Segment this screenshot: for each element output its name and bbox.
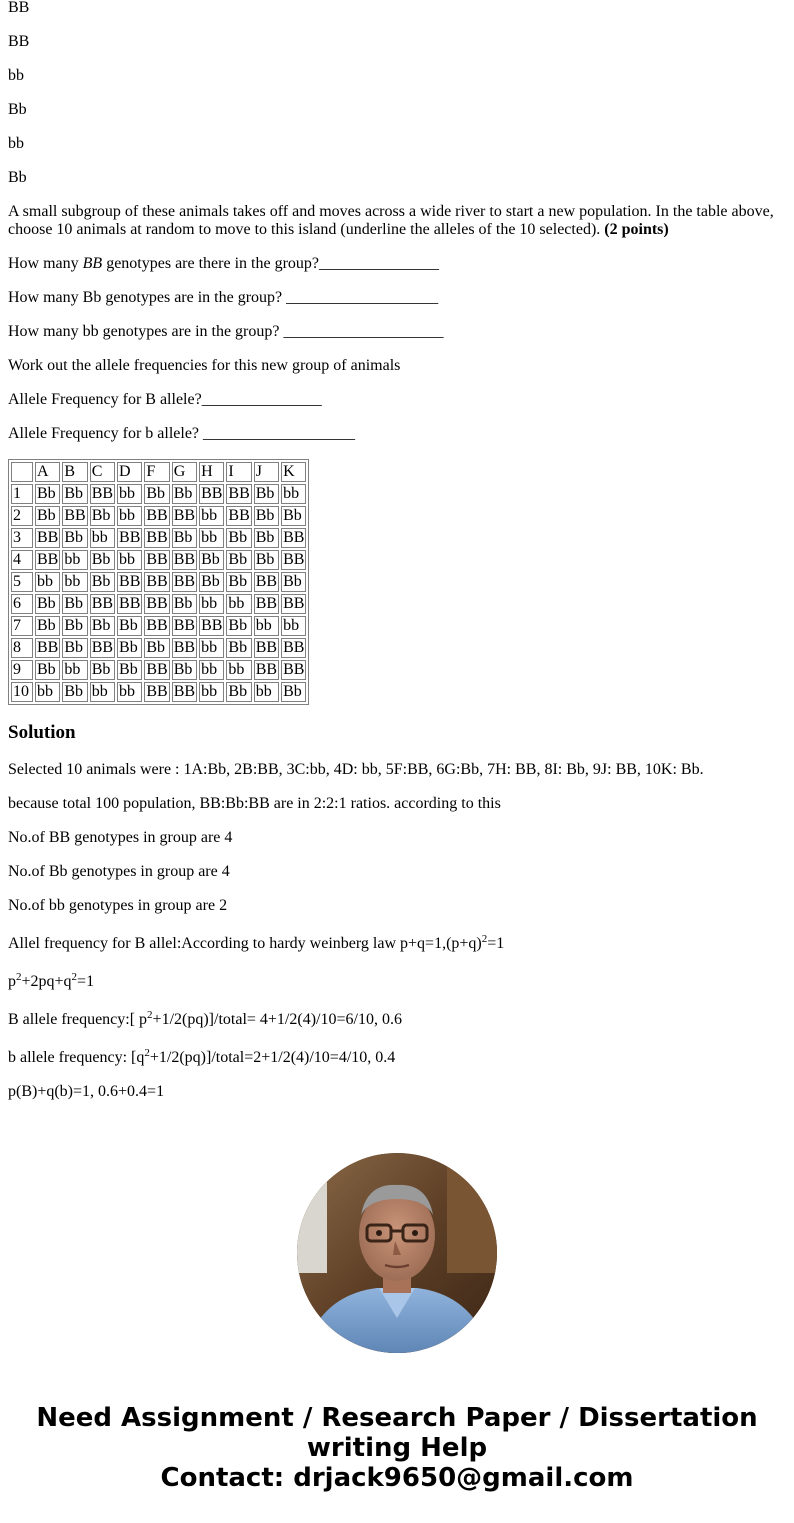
table-cell: Bb [172, 660, 197, 680]
table-row [11, 506, 306, 526]
table-cell: bb [35, 572, 60, 592]
table-cell: bb [226, 660, 251, 680]
table-cell: Bb [35, 506, 60, 526]
genotype-list-item: bb [8, 67, 24, 84]
author-portrait-icon [297, 1153, 497, 1353]
table-cell: Bb [90, 550, 115, 570]
table-cell: BB [146, 507, 168, 524]
table-cell: Bb [226, 682, 251, 702]
table-row [11, 484, 306, 504]
table-cell: Bb [281, 682, 306, 702]
selected-animals: Selected 10 animals were : 1A:Bb, 2B:BB, 3C:bb, 4D: bb, 5F:BB, 6G:Bb, 7H: BB, 8I: Bb, 9J: BB, 10K: Bb. [8, 761, 704, 778]
row-header: 1 [11, 484, 33, 504]
document-body [8, 0, 786, 1117]
genotype-list-item: bb [8, 135, 24, 152]
table-cell: Bb [90, 660, 115, 680]
table-cell: Bb [62, 484, 87, 504]
B-allele-frequency: B allele frequency:[ $p^2+1/2(pq)]/total= 4+1/2(4)/10=6/10$, 0.6 [8, 1009, 402, 1028]
count-Bb: No.of Bb genotypes in group are 4 [8, 863, 230, 880]
column-header: K [281, 462, 306, 482]
table-cell: BB [201, 617, 223, 634]
column-header [11, 462, 33, 482]
table-row [11, 660, 306, 680]
count-bb: No.of bb genotypes in group are 2 [8, 897, 228, 914]
table-cell: Bb [35, 484, 60, 504]
table-cell: Bb [226, 550, 251, 570]
table-cell: BB [173, 617, 196, 634]
column-header: G [172, 462, 197, 482]
b-allele-frequency: b allele frequency: $[q^2+1/2(pq)]/total=2+1/2(4)/10=4/10$, 0.4 [8, 1047, 396, 1066]
table-cell: bb [62, 660, 87, 680]
table-cell: bb [117, 506, 142, 526]
row-header: 4 [11, 550, 33, 570]
table-row [11, 594, 306, 614]
table-cell: Bb [226, 616, 251, 636]
column-header: H [199, 462, 224, 482]
table-cell: Bb [199, 572, 224, 592]
table-cell: BB [37, 529, 59, 546]
genotype-list-item: BB [8, 0, 30, 16]
table-cell: BB [146, 573, 168, 590]
table-cell: bb [199, 660, 224, 680]
table-cell: bb [117, 682, 142, 702]
table-cell: Bb [62, 528, 87, 548]
points-label: (2 points) [604, 221, 669, 238]
row-header: 7 [11, 616, 33, 636]
question-bb-count: How many BB genotypes are there in the group?_______________ [8, 255, 440, 272]
table-cell: bb [35, 682, 60, 702]
table-cell: Bb [62, 616, 87, 636]
genotype-list-item: Bb [8, 169, 27, 186]
table-cell: BB [37, 639, 59, 656]
frequency-sum: p(B)+q(b)=1, 0.6+0.4=1 [8, 1083, 165, 1100]
table-cell: BB [201, 485, 223, 502]
row-header: 3 [11, 528, 33, 548]
table-cell: BB [283, 661, 305, 678]
table-cell: BB [228, 485, 250, 502]
table-cell: BB [255, 661, 278, 678]
table-cell: bb [199, 506, 224, 526]
table-cell: BB [91, 485, 114, 502]
table-row [11, 550, 306, 570]
table-cell: Bb [254, 550, 279, 570]
table-cell: Bb [117, 616, 142, 636]
table-cell: Bb [172, 484, 197, 504]
count-BB: No.of BB genotypes in group are 4 [8, 829, 233, 846]
table-cell: Bb [90, 506, 115, 526]
table-cell: Bb [281, 506, 306, 526]
column-header: F [144, 462, 169, 482]
table-row [11, 616, 306, 636]
column-header: I [226, 462, 251, 482]
genotype-list [8, 0, 786, 187]
row-header: 8 [11, 638, 33, 658]
table-cell: Bb [62, 682, 87, 702]
banner-line-2: writing Help [306, 1433, 488, 1463]
table-cell: Bb [144, 484, 169, 504]
table-cell: Bb [199, 550, 224, 570]
table-cell: BB [64, 507, 86, 524]
table-cell: Bb [254, 528, 279, 548]
table-cell: bb [199, 594, 224, 614]
table-cell: BB [255, 639, 278, 656]
table-cell: Bb [281, 572, 306, 592]
table-cell: Bb [90, 616, 115, 636]
column-header: D [117, 462, 142, 482]
table-cell: BB [146, 529, 168, 546]
row-header: 10 [11, 682, 33, 702]
genotype-list-item: BB [8, 33, 30, 50]
table-row [11, 528, 306, 548]
table-cell: BB [146, 595, 168, 612]
table-cell: Bb [35, 616, 60, 636]
table-cell: BB [91, 639, 114, 656]
table-cell: BB [228, 507, 250, 524]
table-cell: BB [91, 595, 114, 612]
table-cell: BB [283, 639, 305, 656]
table-cell: BB [119, 529, 141, 546]
table-cell: Bb [254, 506, 279, 526]
question-freq-b: Allele Frequency for b allele? ___________________ [8, 425, 356, 442]
table-cell: BB [146, 683, 168, 700]
table-cell: bb [199, 638, 224, 658]
genotype-table [8, 459, 309, 705]
table-cell: BB [119, 595, 141, 612]
table-cell: Bb [226, 528, 251, 548]
question-freq-B: Allele Frequency for B allele?_______________ [8, 391, 322, 408]
table-cell: Bb [172, 528, 197, 548]
table-cell: BB [283, 595, 305, 612]
table-row [11, 572, 306, 592]
table-header-row [11, 462, 306, 482]
table-cell: Bb [117, 660, 142, 680]
genotype-list-item: Bb [8, 101, 27, 118]
table-cell: Bb [35, 660, 60, 680]
row-header: 9 [11, 660, 33, 680]
row-header: 2 [11, 506, 33, 526]
table-cell: BB [146, 551, 168, 568]
column-header: J [254, 462, 279, 482]
table-cell: bb [62, 550, 87, 570]
banner-line-1: Need Assignment / Research Paper / Dissertation [36, 1403, 758, 1433]
table-cell: BB [37, 551, 59, 568]
table-cell: bb [90, 682, 115, 702]
table-cell: BB [173, 573, 196, 590]
table-cell: BB [283, 529, 305, 546]
table-cell: bb [90, 528, 115, 548]
table-cell: bb [226, 594, 251, 614]
table-cell: Bb [144, 638, 169, 658]
table-cell: bb [199, 528, 224, 548]
table-cell: bb [117, 484, 142, 504]
promo-banner [0, 1403, 794, 1493]
hardy-weinberg-law: Allel frequency for B allel:According to hardy weinberg law $p+q=1,(p+q)^2=1$ [8, 933, 505, 952]
table-cell: bb [117, 550, 142, 570]
table-cell: Bb [90, 572, 115, 592]
table-cell: Bb [62, 638, 87, 658]
table-cell: BB [146, 617, 168, 634]
column-header: A [35, 462, 60, 482]
table-cell: BB [119, 573, 141, 590]
table-row [11, 682, 306, 702]
table-cell: bb [199, 682, 224, 702]
solution-heading: Solution [8, 722, 76, 743]
table-cell: Bb [172, 594, 197, 614]
table-cell: Bb [62, 594, 87, 614]
table-cell: BB [173, 683, 196, 700]
table-cell: BB [255, 595, 278, 612]
table-cell: Bb [226, 638, 251, 658]
table-cell: bb [254, 616, 279, 636]
work-out-instruction: Work out the allele frequencies for this new group of animals [8, 357, 401, 374]
table-cell: BB [146, 661, 168, 678]
table-cell: bb [281, 484, 306, 504]
table-cell: bb [281, 616, 306, 636]
table-cell: Bb [35, 594, 60, 614]
question-Bb-count: How many Bb genotypes are in the group? ___________________ [8, 289, 439, 306]
table-cell: bb [62, 572, 87, 592]
table-cell: BB [173, 507, 196, 524]
banner-contact: Contact: drjack9650@gmail.com [160, 1463, 634, 1493]
author-avatar [297, 1153, 497, 1353]
table-row [11, 638, 306, 658]
row-header: 6 [11, 594, 33, 614]
table-cell: Bb [254, 484, 279, 504]
column-header: B [62, 462, 87, 482]
ratio-explanation: because total 100 population, BB:Bb:BB are in 2:2:1 ratios. according to this [8, 795, 501, 812]
column-header: C [90, 462, 115, 482]
row-header: 5 [11, 572, 33, 592]
question-intro: A small subgroup of these animals takes off and moves across a wide river to start a new population. In the table above, choose 10 animals at random to move to this island (underline the alleles of the 10 selected). (2 points) [8, 203, 774, 238]
table-cell: BB [255, 573, 278, 590]
table-cell: Bb [226, 572, 251, 592]
question-bb-lower-count: How many bb genotypes are in the group? ____________________ [8, 323, 444, 340]
table-cell: BB [283, 551, 305, 568]
table-cell: BB [173, 639, 196, 656]
table-cell: bb [254, 682, 279, 702]
table-cell: Bb [117, 638, 142, 658]
table-cell: BB [173, 551, 196, 568]
hardy-weinberg-equation: $p^2+2pq+q^2=1$ [8, 971, 95, 990]
